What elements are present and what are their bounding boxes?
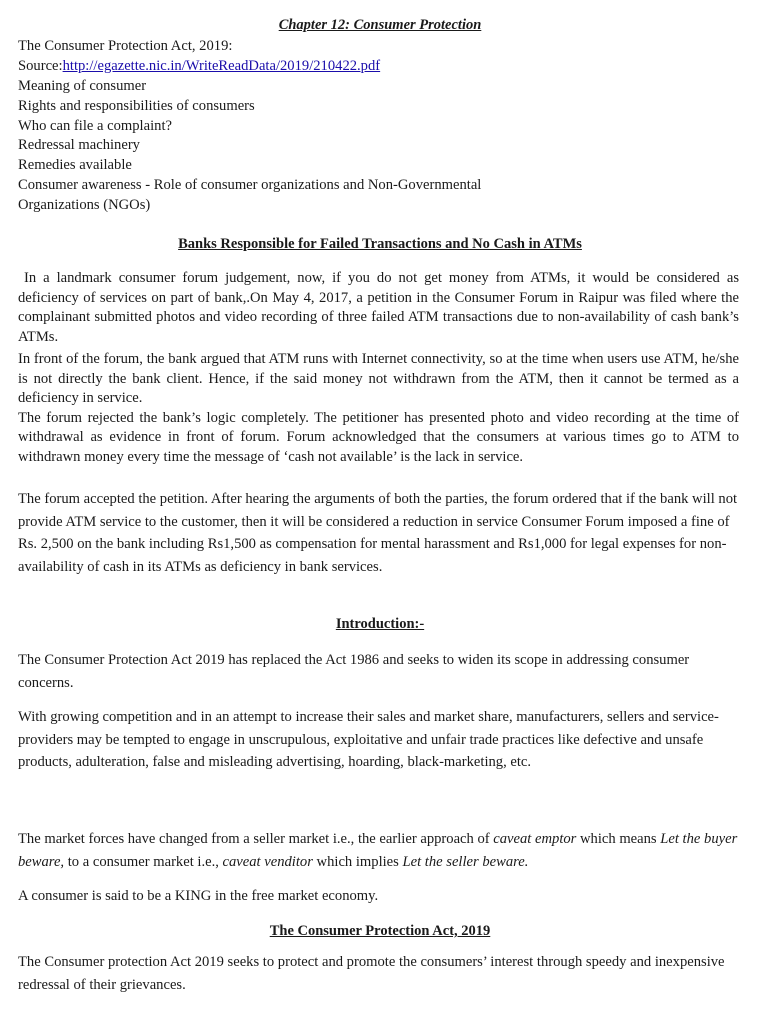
act-line: The Consumer Protection Act, 2019:	[18, 38, 233, 54]
source-label: Source:	[18, 58, 63, 74]
chapter-title: Chapter 12: Consumer Protection	[278, 17, 482, 33]
outline-item: Remedies available	[18, 157, 132, 173]
case-paragraphs	[18, 269, 739, 467]
intro-paragraph-1: The Consumer Protection Act 2019 has replaced the Act 1986 and seeks to widen its scope in addressing consumer concerns.	[18, 652, 690, 691]
case-heading: Banks Responsible for Failed Transactions and No Cash in ATMs	[178, 236, 582, 252]
case-paragraph-2: In front of the forum, the bank argued that ATM runs with Internet connectivity, so at the time when users use ATM, he/she is not directly the bank client. Hence, if the said money not withdrawn from the ATM, then it cannot be termed as a deficiency in service.	[18, 351, 739, 406]
intro-paragraph-2: With growing competition and in an attempt to increase their sales and market share, manufacturers, sellers and service-providers may be tempted to engage in unscrupulous, exploitative and unfair trade practices like defective and unsafe products, adulteration, false and misleading advertising, hoarding, black-marketing, etc.	[18, 709, 719, 771]
seller-beware-term: Let the seller beware.	[402, 853, 529, 870]
caveat-venditor-term: caveat venditor	[222, 853, 313, 870]
outline-item: Meaning of consumer	[18, 78, 147, 94]
case-paragraph-1: In a landmark consumer forum judgement, now, if you do not get money from ATMs, it would be considered as deficiency of services on part of bank,.On May 4, 2017, a petition in the Consumer Forum in Raipur was filed where the complainant submitted photos and video recording of three failed ATM transactions due to non-availability of cash bank’s ATMs.	[18, 270, 739, 345]
outline-item: Who can file a complaint?	[18, 118, 172, 134]
buyer-beware-term: Let the buyer beware,	[18, 831, 738, 870]
intro-paragraph-3: The market forces have changed from a seller market i.e., the earlier approach of caveat emptor which means Let the buyer beware, to a consumer market i.e., caveat venditor which implies Let the seller beware.	[18, 831, 738, 870]
case-paragraph-3: The forum rejected the bank’s logic completely. The petitioner has presented photo and video recording at the time of withdrawal as evidence in front of forum. Forum acknowledged that the consumers at various times go to ATM to withdrawn money every time the message of ‘cash not available’ is the lack in service.	[18, 409, 739, 465]
caveat-emptor-term: caveat emptor	[493, 831, 577, 847]
source-link[interactable]: http://egazette.nic.in/WriteReadData/2019/210422.pdf	[62, 58, 381, 74]
outline-item: Organizations (NGOs)	[18, 197, 151, 213]
introduction-heading: Introduction:-	[335, 616, 425, 632]
outline-item: Consumer awareness - Role of consumer organizations and Non-Governmental	[18, 177, 482, 193]
outline-item: Redressal machinery	[18, 137, 140, 153]
act-heading: The Consumer Protection Act, 2019	[269, 923, 491, 939]
intro-paragraph-4: A consumer is said to be a KING in the free market economy.	[18, 888, 379, 904]
outline-item: Rights and responsibilities of consumers	[18, 98, 255, 114]
case-paragraph-4: The forum accepted the petition. After hearing the arguments of both the parties, the forum ordered that if the bank will not provide ATM service to the customer, then it will be considered a reduction in service Consumer Forum imposed a fine of Rs. 2,500 on the bank including Rs1,500 as compensation for mental harassment and Rs1,000 for legal expenses for non-availability of cash in its ATMs as deficiency in bank services.	[18, 491, 738, 575]
source-line	[18, 57, 380, 77]
act-paragraph-1: The Consumer protection Act 2019 seeks to protect and promote the consumers’ interest through speedy and inexpensive redressal of their grievances.	[18, 954, 725, 993]
